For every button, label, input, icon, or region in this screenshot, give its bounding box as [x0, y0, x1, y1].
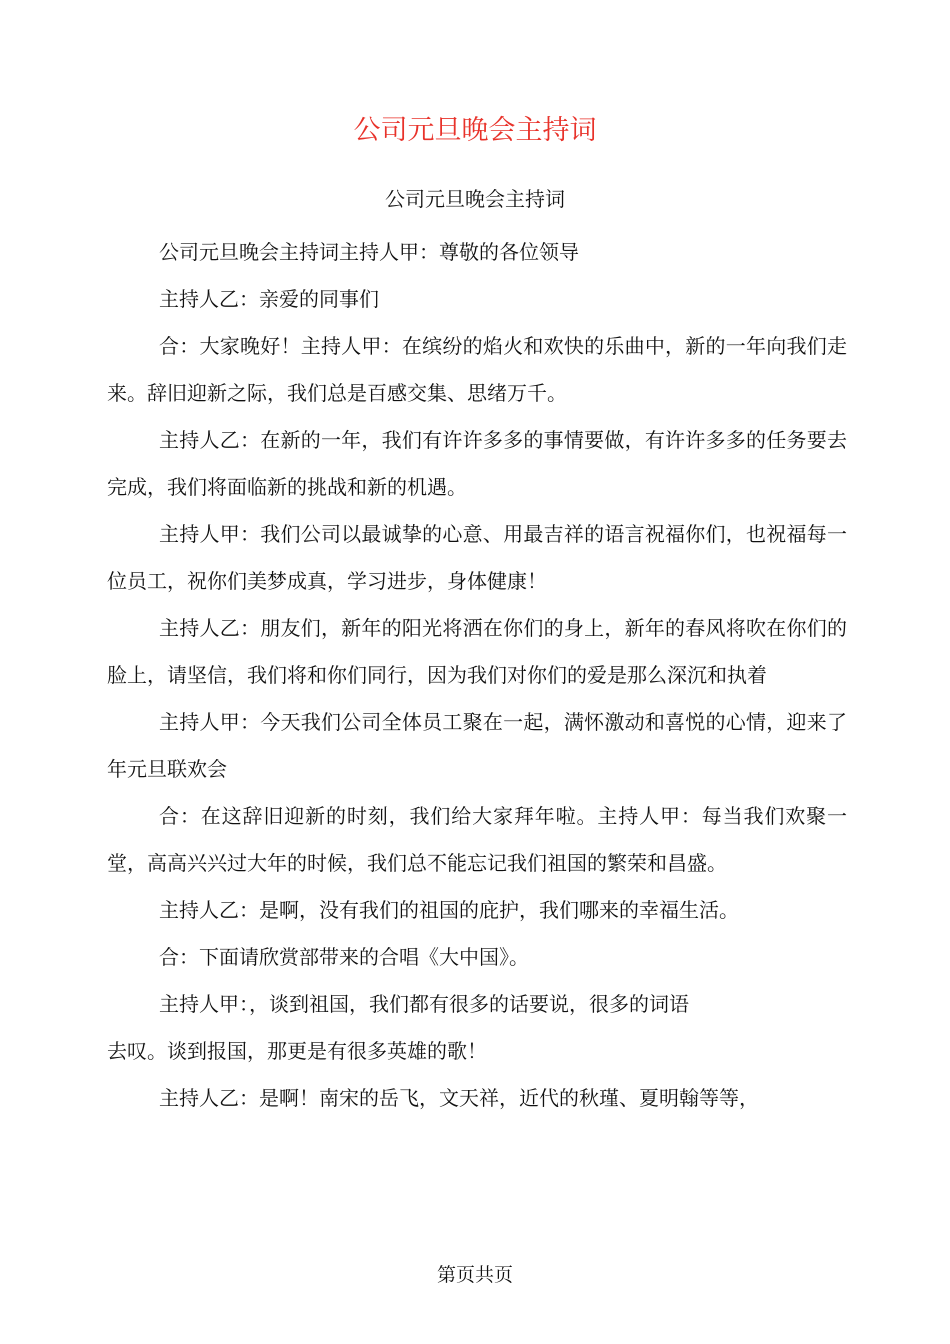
paragraph: 主持人甲：，谈到祖国，我们都有很多的话要说，很多的词语 [159, 992, 689, 1016]
document-subtitle: 公司元旦晚会主持词 [385, 187, 565, 211]
paragraph: 合：下面请欣赏部带来的合唱《大中国》。 [159, 945, 529, 969]
paragraph: 主持人乙：是啊！南宋的岳飞，文天祥，近代的秋瑾、夏明翰等等， [159, 1086, 759, 1110]
paragraph: 主持人乙：是啊，没有我们的祖国的庇护，我们哪来的幸福生活。 [159, 898, 739, 922]
paragraph: 合：在这辞旧迎新的时刻，我们给大家拜年啦。主持人甲：每当我们欢聚一堂，高高兴兴过大年的时候，我们总不能忘记我们祖国的繁荣和昌盛。 [107, 804, 847, 875]
document-body [107, 229, 847, 1122]
paragraph: 主持人乙：在新的一年，我们有许许多多的事情要做，有许许多多的任务要去完成，我们将面临新的挑战和新的机遇。 [107, 428, 847, 499]
page-footer: 第页共页 [436, 1264, 513, 1286]
paragraph: 公司元旦晚会主持词主持人甲：尊敬的各位领导 [159, 240, 579, 264]
document-title: 公司元旦晚会主持词 [353, 115, 597, 146]
paragraph: 去叹。谈到报国，那更是有很多英雄的歌！ [107, 1039, 487, 1063]
paragraph: 合：大家晚好！主持人甲：在缤纷的焰火和欢快的乐曲中，新的一年向我们走来。辞旧迎新之际，我们总是百感交集、思绪万千。 [107, 334, 847, 405]
paragraph: 主持人甲：我们公司以最诚挚的心意、用最吉祥的语言祝福你们，也祝福每一位员工，祝你们美梦成真，学习进步，身体健康！ [107, 522, 847, 593]
paragraph: 主持人甲：今天我们公司全体员工聚在一起，满怀激动和喜悦的心情，迎来了年元旦联欢会 [107, 710, 847, 781]
paragraph: 主持人乙：朋友们，新年的阳光将洒在你们的身上，新年的春风将吹在你们的脸上，请坚信，我们将和你们同行，因为我们对你们的爱是那么深沉和执着 [107, 616, 847, 687]
paragraph: 主持人乙：亲爱的同事们 [159, 287, 379, 311]
